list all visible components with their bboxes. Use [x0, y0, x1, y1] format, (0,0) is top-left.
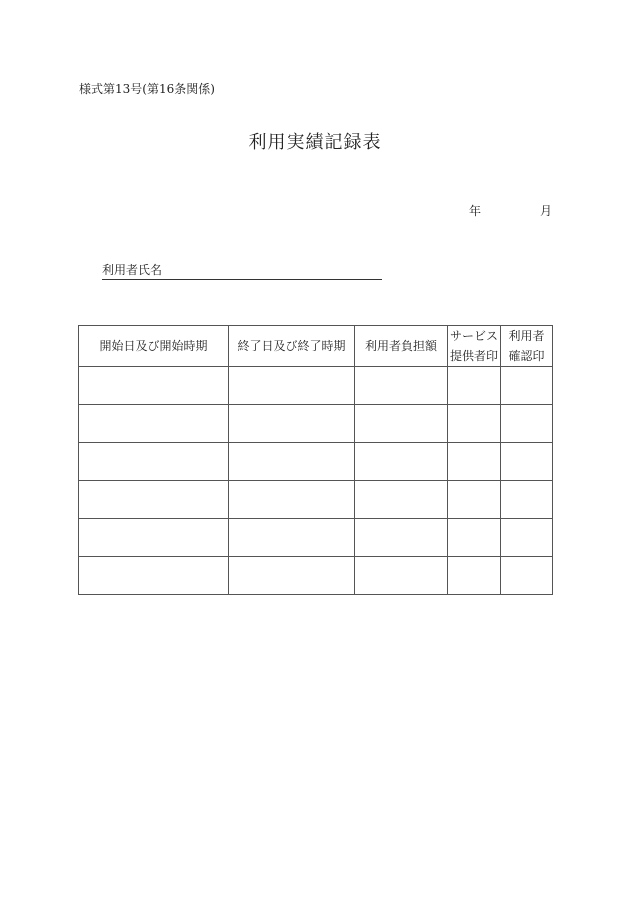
table-cell[interactable]: [229, 557, 355, 595]
table-cell[interactable]: [501, 405, 553, 443]
table-cell[interactable]: [355, 405, 448, 443]
table-cell[interactable]: [448, 557, 501, 595]
header-label: 提供者印: [449, 349, 498, 363]
header-label: 利用者負担額: [364, 339, 437, 353]
header-label: 開始日及び開始時期: [99, 339, 208, 353]
table-cell[interactable]: [448, 405, 501, 443]
table-row: [79, 557, 553, 595]
header-end: [229, 326, 355, 367]
table-cell[interactable]: [448, 443, 501, 481]
table-cell[interactable]: [501, 481, 553, 519]
table-cell[interactable]: [229, 443, 355, 481]
table-cell[interactable]: [79, 405, 229, 443]
table-cell[interactable]: [448, 367, 501, 405]
header-label: 終了日及び終了時期: [237, 339, 346, 353]
header-user-seal: [501, 326, 553, 367]
table-cell[interactable]: [79, 557, 229, 595]
user-name-label: 利用者氏名: [102, 263, 163, 277]
year-label: 年: [469, 204, 482, 218]
table-cell[interactable]: [229, 367, 355, 405]
table-cell[interactable]: [448, 481, 501, 519]
header-start: [79, 326, 229, 367]
usage-record-table: [78, 325, 553, 595]
table-cell[interactable]: [355, 481, 448, 519]
header-label: 確認印: [508, 349, 545, 363]
table-cell[interactable]: [501, 557, 553, 595]
header-label: サービス: [449, 329, 498, 343]
table-cell[interactable]: [501, 367, 553, 405]
table-cell[interactable]: [355, 557, 448, 595]
table-cell[interactable]: [79, 443, 229, 481]
table-cell[interactable]: [229, 405, 355, 443]
table-header-row: [79, 326, 553, 367]
table-cell[interactable]: [448, 519, 501, 557]
table-cell[interactable]: [79, 367, 229, 405]
header-amount: [355, 326, 448, 367]
table-cell[interactable]: [355, 519, 448, 557]
form-number: 様式第13号(第16条関係): [79, 82, 215, 96]
header-provider-seal: [448, 326, 501, 367]
table-cell[interactable]: [501, 519, 553, 557]
table-cell[interactable]: [229, 481, 355, 519]
table-cell[interactable]: [501, 443, 553, 481]
table-cell[interactable]: [79, 519, 229, 557]
table-cell[interactable]: [355, 367, 448, 405]
table-row: [79, 405, 553, 443]
page-title: 利用実績記録表: [248, 132, 382, 153]
table-cell[interactable]: [79, 481, 229, 519]
user-name-field[interactable]: [102, 261, 382, 280]
table-cell[interactable]: [355, 443, 448, 481]
table-row: [79, 519, 553, 557]
table-row: [79, 443, 553, 481]
table-row: [79, 481, 553, 519]
table-row: [79, 367, 553, 405]
header-label: 利用者: [508, 329, 545, 343]
month-label: 月: [540, 204, 553, 218]
table-cell[interactable]: [229, 519, 355, 557]
